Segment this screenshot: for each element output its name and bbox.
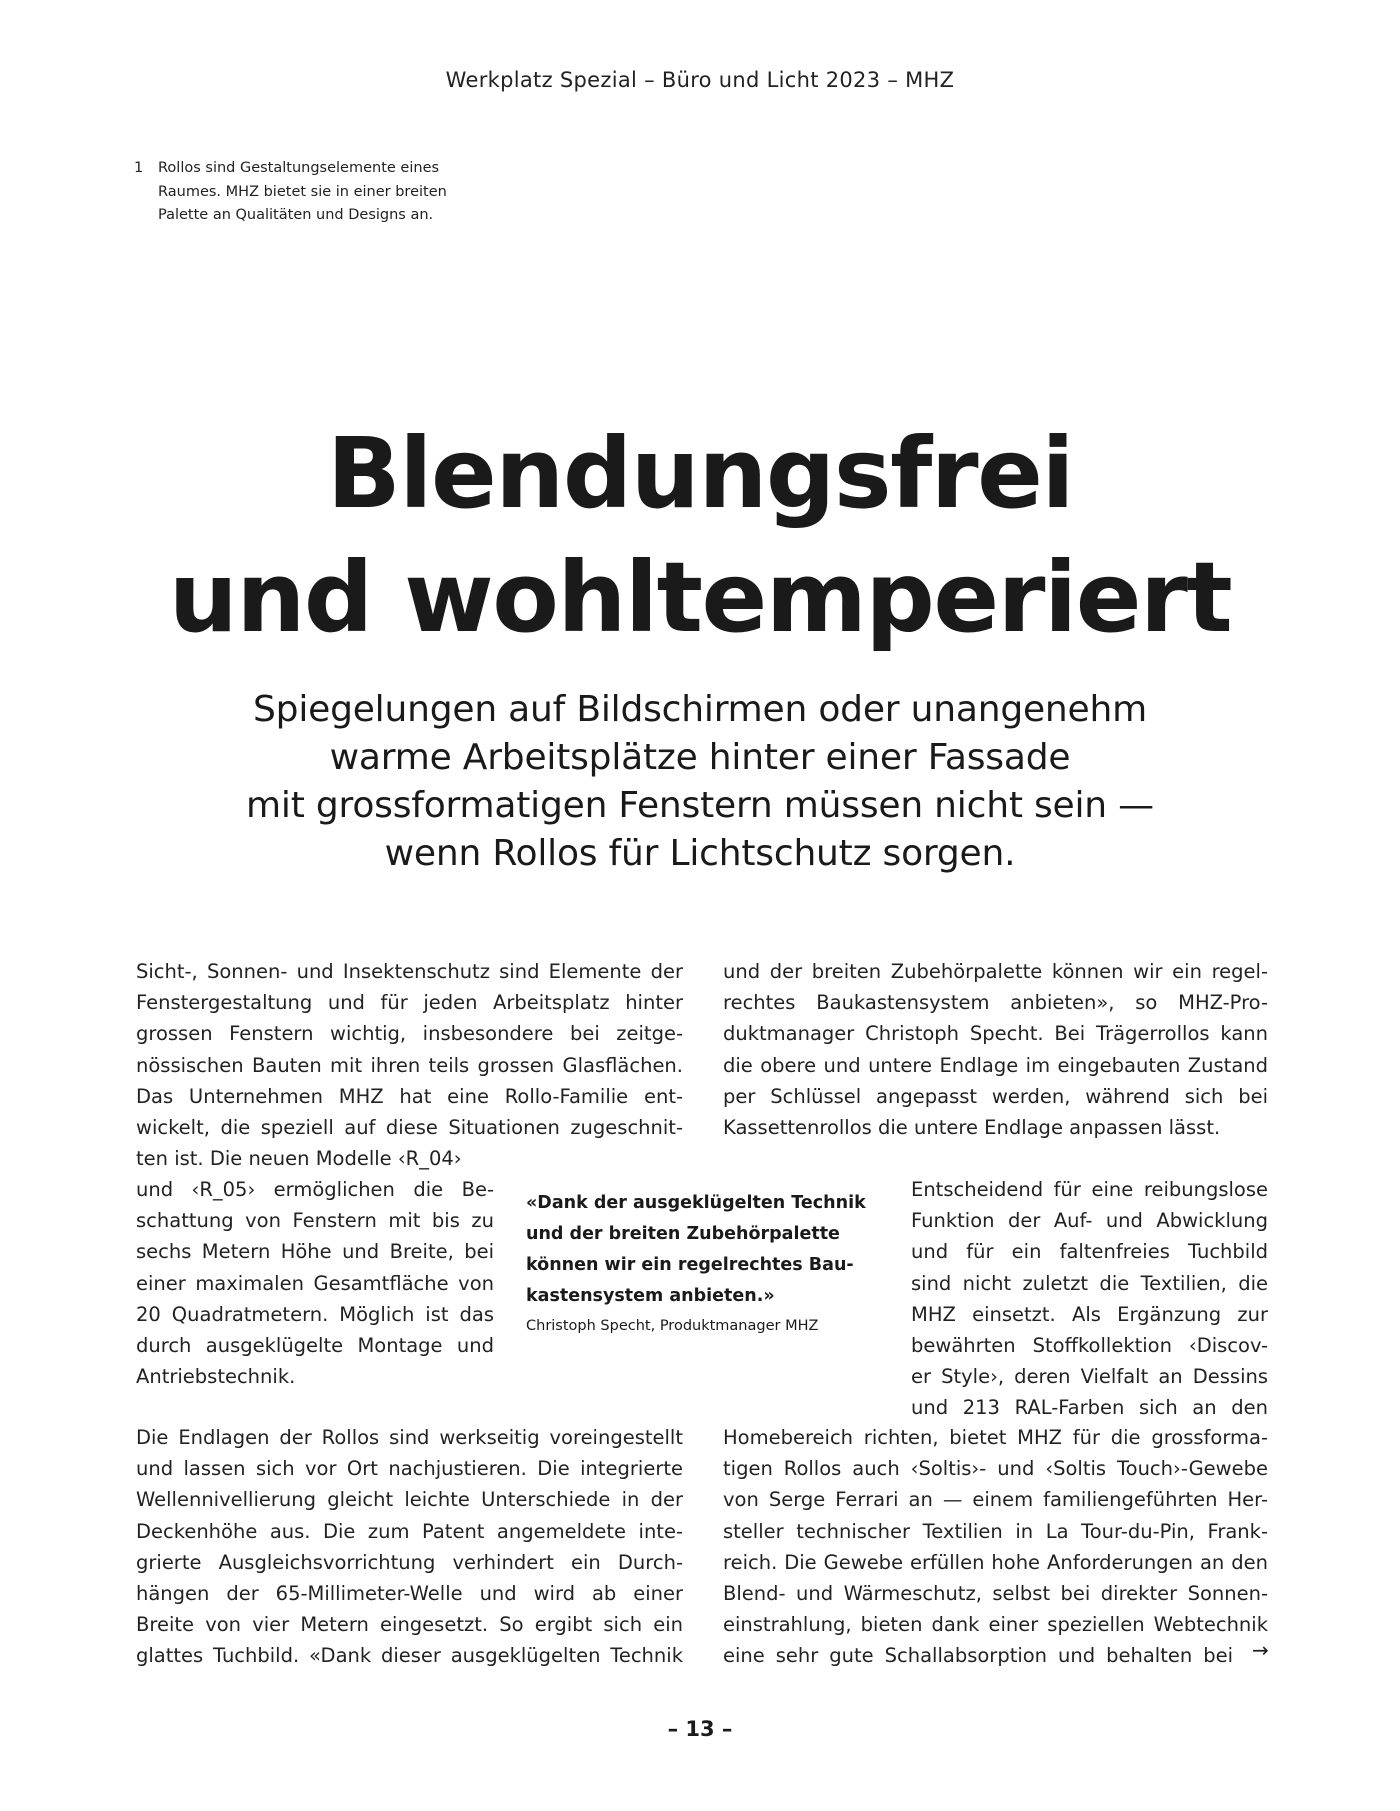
lead-line: Spiegelungen auf Bildschirmen oder unangenehm	[253, 689, 1147, 730]
lead-paragraph	[0, 686, 1400, 878]
text-line: die obere und untere Endlage im eingebauten Zustand	[723, 1053, 1268, 1077]
lead-line: warme Arbeitsplätze hinter einer Fassade	[329, 737, 1071, 778]
text-line: schattung von Fenstern mit bis zu	[136, 1209, 494, 1233]
text-line: per Schlüssel angepasst werden, während sich bei	[723, 1084, 1268, 1108]
title-line-1: Blendungsfrei	[326, 417, 1074, 530]
text-line: reich. Die Gewebe erfüllen hohe Anforderungen an den	[723, 1550, 1268, 1574]
text-line: und lassen sich vor Ort nachjustieren. Die integrierte	[136, 1457, 683, 1481]
caption-number: 1	[134, 160, 144, 176]
text-line: rechtes Baukastensystem anbieten», so MHZ-Pro-	[723, 991, 1268, 1015]
text-line: Das Unternehmen MHZ hat eine Rollo-Familie ent-	[136, 1084, 683, 1108]
text-line: durch ausgeklügelte Montage und	[136, 1334, 494, 1358]
lead-line: wenn Rollos für Lichtschutz sorgen.	[384, 833, 1016, 874]
lead-line: mit grossformatigen Fenstern müssen nicht sein —	[246, 785, 1154, 826]
caption-line: Raumes. MHZ bietet sie in einer breiten	[158, 183, 447, 200]
text-line: von Serge Ferrari an — einem familiengeführten Her-	[723, 1488, 1268, 1512]
text-line: nössischen Bauten mit ihren teils grossen Glasflächen.	[136, 1053, 683, 1077]
text-line: Breite von vier Metern eingesetzt. So ergibt sich ein	[136, 1613, 683, 1637]
text-line: bewährten Stoffkollektion ‹Discov-	[911, 1334, 1268, 1358]
left-col-para2	[136, 1422, 683, 1672]
right-col-para1	[723, 956, 1268, 1143]
pull-quote	[526, 1188, 866, 1338]
text-line: Antriebstechnik.	[136, 1365, 296, 1389]
right-col-para2-full	[723, 1422, 1268, 1672]
text-line: Deckenhöhe aus. Die zum Patent angemeldete inte-	[136, 1519, 683, 1543]
text-line: steller technischer Textilien in La Tour-du-Pin, Frank-	[723, 1519, 1268, 1543]
text-line: tigen Rollos auch ‹Soltis›- und ‹Soltis Touch›-Gewebe	[723, 1457, 1268, 1481]
page-title	[0, 412, 1400, 660]
caption-line: Rollos sind Gestaltungselemente eines	[158, 160, 440, 176]
running-header: Werkplatz Spezial – Büro und Licht 2023 – MHZ	[445, 68, 955, 92]
text-line: MHZ einsetzt. Als Ergänzung zur	[911, 1302, 1268, 1326]
text-line: Fenstergestaltung und für jeden Arbeitsplatz hinter	[136, 991, 683, 1015]
text-line: und ‹R_05› ermöglichen die Be-	[136, 1178, 494, 1201]
text-line: Blend- und Wärmeschutz, selbst bei direkter Sonnen-	[723, 1582, 1268, 1606]
continue-arrow-icon: →	[1252, 1638, 1269, 1662]
text-line: eine sehr gute Schallabsorption und behalten bei	[723, 1644, 1233, 1668]
text-line: grierte Ausgleichsvorrichtung verhindert ein Durch-	[136, 1550, 683, 1574]
page-number: – 13 –	[667, 1717, 733, 1741]
text-line: 20 Quadratmetern. Möglich ist das	[136, 1302, 494, 1326]
text-line: ten ist. Die neuen Modelle ‹R_04›	[136, 1147, 462, 1171]
text-line: Kassettenrollos die untere Endlage anpassen lässt.	[723, 1116, 1221, 1140]
text-line: hängen der 65-Millimeter-Welle und wird ab einer	[136, 1582, 683, 1606]
text-line: Sicht-, Sonnen- und Insektenschutz sind Elemente der	[136, 960, 683, 983]
text-line: und für ein faltenfreies Tuchbild	[911, 1240, 1268, 1264]
caption-line: Palette an Qualitäten und Designs an.	[158, 207, 434, 223]
text-line: und der breiten Zubehörpalette können wir ein regel-	[723, 960, 1268, 983]
text-line: einstrahlung, bieten dank einer speziellen Webtechnik	[723, 1613, 1268, 1637]
text-line: und 213 RAL-Farben sich an den	[911, 1396, 1268, 1420]
text-line: sind nicht zuletzt die Textilien, die	[911, 1271, 1268, 1295]
pull-quote-line: kastensystem anbieten.»	[526, 1286, 775, 1306]
text-line: Homebereich richten, bietet MHZ für die grossforma-	[723, 1426, 1268, 1449]
text-line: glattes Tuchbild. «Dank dieser ausgeklügelten Technik	[136, 1644, 683, 1668]
pull-quote-line: und der breiten Zubehörpalette	[526, 1224, 840, 1244]
pull-quote-attribution: Christoph Specht, Produktmanager MHZ	[526, 1318, 819, 1334]
text-line: Die Endlagen der Rollos sind werkseitig voreingestellt	[136, 1426, 683, 1449]
left-col-para1-narrow	[136, 1174, 494, 1392]
text-line: sechs Metern Höhe und Breite, bei	[136, 1240, 494, 1264]
text-line: Funktion der Auf- und Abwicklung	[911, 1209, 1268, 1233]
text-line: Wellennivellierung gleicht leichte Unterschiede in der	[136, 1488, 683, 1512]
right-col-para2-narrow	[911, 1174, 1268, 1424]
text-line: wickelt, die speziell auf diese Situationen zugeschnit-	[136, 1116, 683, 1140]
pull-quote-line: können wir ein regelrechtes Bau-	[526, 1255, 854, 1275]
title-line-2: und wohltemperiert	[168, 541, 1232, 654]
text-line: duktmanager Christoph Specht. Bei Trägerrollos kann	[723, 1022, 1268, 1046]
left-col-para1	[136, 956, 683, 1174]
pull-quote-line: «Dank der ausgeklügelten Technik	[526, 1193, 866, 1213]
text-line: grossen Fenstern wichtig, insbesondere bei zeitge-	[136, 1022, 683, 1046]
text-line: er Style›, deren Vielfalt an Dessins	[911, 1365, 1268, 1389]
image-caption	[134, 157, 494, 228]
text-line: Entscheidend für eine reibungslose	[911, 1178, 1268, 1201]
text-line: einer maximalen Gesamtfläche von	[136, 1271, 494, 1295]
